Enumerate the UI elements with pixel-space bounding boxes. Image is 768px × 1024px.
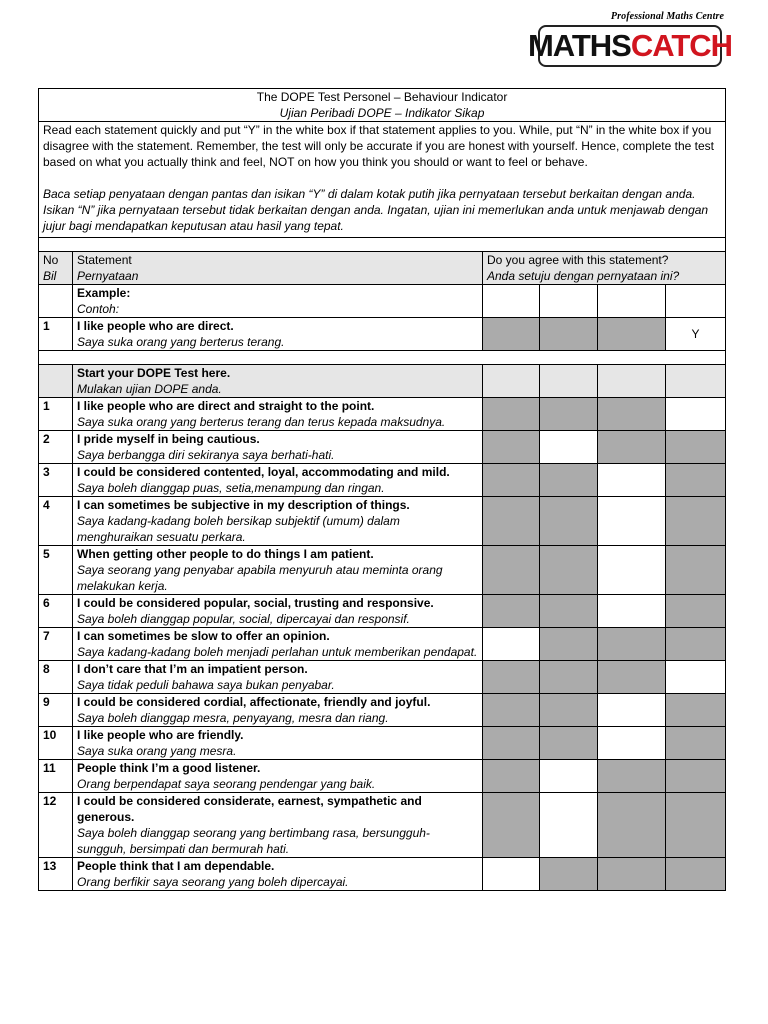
shaded-box	[540, 464, 598, 497]
statement-ms: Saya boleh dianggap mesra, penyayang, mesra dan riang.	[77, 711, 389, 725]
example-shaded-box	[540, 318, 598, 351]
statement-en: I like people who are friendly.	[77, 728, 244, 742]
logo-wordmark	[527, 25, 733, 67]
logo-maths-text: MATHS	[527, 28, 631, 63]
statement-no: 12	[39, 793, 73, 858]
statement-en: I can sometimes be slow to offer an opinion.	[77, 629, 330, 643]
shaded-box	[666, 628, 726, 661]
instructions-ms: Baca setiap penyataan dengan pantas dan isikan “Y” di dalam kotak putih jika pernyataan tersebut berkaitan dengan anda. Isikan “N” jika pernyataan tersebut tidak berkaitan dengan anda. Ingatan, ujian ini memerlukan anda untuk menjawab dengan jujur bagi mendapatkan keputusan atau hasil yang tepat.	[43, 187, 709, 233]
example-statement-en: I like people who are direct.	[77, 319, 234, 333]
instructions-cell	[39, 122, 726, 238]
shaded-box	[666, 858, 726, 891]
instructions-en: Read each statement quickly and put “Y” in the white box if that statement applies to you. While, put “N” in the white box if you disagree with the statement. Remember, the test will only be accurate if you are honest with yourself. Hence, complete the test based on what you actually think and feel, NOT on how you think you should or want to feel or behave.	[43, 123, 715, 169]
statement-text	[73, 431, 483, 464]
shaded-box	[666, 694, 726, 727]
statement-text	[73, 727, 483, 760]
logo-catch-text: CATCH	[630, 28, 733, 63]
shaded-box	[483, 661, 540, 694]
answer-box[interactable]	[598, 595, 666, 628]
statement-text	[73, 628, 483, 661]
answer-box[interactable]	[540, 431, 598, 464]
statement-ms: Saya boleh dianggap seorang yang bertimbang rasa, bersungguh-sungguh, bersimpati dan bermurah hati.	[77, 826, 430, 856]
statement-row	[39, 546, 726, 595]
statement-row	[39, 858, 726, 891]
shaded-box	[666, 546, 726, 595]
statement-text	[73, 793, 483, 858]
shaded-box	[666, 431, 726, 464]
statement-row	[39, 595, 726, 628]
shaded-box	[540, 694, 598, 727]
header-row	[39, 252, 726, 285]
shaded-box	[483, 727, 540, 760]
shaded-box	[540, 546, 598, 595]
statement-row	[39, 497, 726, 546]
statement-ms: Saya suka orang yang mesra.	[77, 744, 237, 758]
instructions-row	[39, 122, 726, 238]
shaded-box	[483, 497, 540, 546]
statement-row	[39, 760, 726, 793]
statement-row	[39, 793, 726, 858]
shaded-box	[540, 661, 598, 694]
statement-text	[73, 760, 483, 793]
shaded-box	[598, 661, 666, 694]
header-statement	[73, 252, 483, 285]
statement-text	[73, 858, 483, 891]
logo-tagline: Professional Maths Centre	[610, 11, 724, 22]
statement-text	[73, 694, 483, 727]
statement-row	[39, 398, 726, 431]
shaded-box	[666, 727, 726, 760]
statement-en: I could be considered cordial, affectionate, friendly and joyful.	[77, 695, 431, 709]
statement-row	[39, 661, 726, 694]
shaded-box	[598, 398, 666, 431]
statement-ms: Saya seorang yang penyabar apabila menyuruh atau meminta orang melakukan kerja.	[77, 563, 443, 593]
statement-en: I could be considered contented, loyal, accommodating and mild.	[77, 465, 450, 479]
statement-en: People think that I am dependable.	[77, 859, 275, 873]
statement-ms: Saya tidak peduli bahawa saya bukan penyabar.	[77, 678, 335, 692]
statement-ms: Saya boleh dianggap puas, setia,menampung dan ringan.	[77, 481, 385, 495]
statement-no: 5	[39, 546, 73, 595]
shaded-box	[483, 694, 540, 727]
shaded-box	[666, 497, 726, 546]
header-no-ms: Bil	[43, 269, 57, 283]
statement-text	[73, 464, 483, 497]
statement-row	[39, 628, 726, 661]
shaded-box	[483, 398, 540, 431]
start-label-en: Start your DOPE Test here.	[77, 366, 231, 380]
statement-no: 10	[39, 727, 73, 760]
answer-box[interactable]	[540, 760, 598, 793]
answer-box[interactable]	[666, 661, 726, 694]
statement-no: 6	[39, 595, 73, 628]
statement-ms: Saya kadang-kadang boleh menjadi perlahan untuk memberikan pendapat.	[77, 645, 478, 659]
start-label-ms: Mulakan ujian DOPE anda.	[77, 382, 222, 396]
spacer-row	[39, 238, 726, 252]
start-row	[39, 365, 726, 398]
statement-ms: Saya berbangga diri sekiranya saya berhati-hati.	[77, 448, 335, 462]
answer-box[interactable]	[598, 694, 666, 727]
shaded-box	[483, 760, 540, 793]
shaded-box	[483, 546, 540, 595]
statement-no: 3	[39, 464, 73, 497]
answer-box[interactable]	[598, 497, 666, 546]
header-agree	[483, 252, 726, 285]
example-shaded-box	[483, 318, 540, 351]
logo	[527, 10, 733, 74]
example-label-ms: Contoh:	[77, 302, 120, 316]
statement-en: I can sometimes be subjective in my description of things.	[77, 498, 410, 512]
example-label-row	[39, 285, 726, 318]
spacer-row	[39, 351, 726, 365]
shaded-box	[540, 497, 598, 546]
shaded-box	[483, 431, 540, 464]
statement-row	[39, 727, 726, 760]
statement-row	[39, 431, 726, 464]
shaded-box	[483, 793, 540, 858]
answer-box[interactable]	[598, 727, 666, 760]
header-agree-ms: Anda setuju dengan pernyataan ini?	[487, 269, 680, 283]
statement-row	[39, 694, 726, 727]
statement-no: 13	[39, 858, 73, 891]
start-label	[73, 365, 483, 398]
dope-test-table	[38, 88, 726, 891]
title-cell	[39, 89, 726, 122]
page-title-ms: Ujian Peribadi DOPE – Indikator Sikap	[279, 106, 485, 120]
shaded-box	[598, 431, 666, 464]
statement-ms: Orang berpendapat saya seorang pendengar yang baik.	[77, 777, 376, 791]
statement-text	[73, 398, 483, 431]
example-no: 1	[39, 318, 73, 351]
header-no	[39, 252, 73, 285]
answer-box[interactable]	[483, 858, 540, 891]
example-statement	[73, 318, 483, 351]
answer-box[interactable]	[483, 628, 540, 661]
title-row	[39, 89, 726, 122]
statement-row	[39, 464, 726, 497]
statement-en: People think I’m a good listener.	[77, 761, 261, 775]
statement-text	[73, 661, 483, 694]
example-row	[39, 318, 726, 351]
statement-en: I could be considered considerate, earnest, sympathetic and generous.	[77, 794, 422, 824]
shaded-box	[483, 464, 540, 497]
statement-no: 4	[39, 497, 73, 546]
statement-ms: Orang berfikir saya seorang yang boleh dipercayai.	[77, 875, 349, 889]
statement-no: 7	[39, 628, 73, 661]
example-label	[73, 285, 483, 318]
shaded-box	[540, 595, 598, 628]
answer-box[interactable]	[598, 464, 666, 497]
shaded-box	[666, 760, 726, 793]
shaded-box	[540, 727, 598, 760]
header-statement-ms: Pernyataan	[77, 269, 139, 283]
statement-no: 9	[39, 694, 73, 727]
shaded-box	[598, 760, 666, 793]
shaded-box	[540, 858, 598, 891]
answer-box[interactable]	[540, 793, 598, 858]
statement-en: I don’t care that I’m an impatient person.	[77, 662, 308, 676]
example-statement-ms: Saya suka orang yang berterus terang.	[77, 335, 285, 349]
statement-ms: Saya boleh dianggap popular, social, dipercayai dan responsif.	[77, 612, 410, 626]
page-title: The DOPE Test Personel – Behaviour Indicator	[256, 90, 508, 104]
example-label-en: Example:	[77, 286, 131, 300]
statement-no: 2	[39, 431, 73, 464]
shaded-box	[666, 464, 726, 497]
header-statement-en: Statement	[77, 253, 132, 267]
statement-no: 8	[39, 661, 73, 694]
statement-text	[73, 497, 483, 546]
shaded-box	[540, 628, 598, 661]
shaded-box	[666, 595, 726, 628]
statement-en: I pride myself in being cautious.	[77, 432, 260, 446]
statement-no: 11	[39, 760, 73, 793]
shaded-box	[598, 628, 666, 661]
header-agree-en: Do you agree with this statement?	[487, 253, 669, 267]
statement-ms: Saya kadang-kadang boleh bersikap subjektif (umum) dalam menghuraikan sesuatu perkara.	[77, 514, 400, 544]
statement-no: 1	[39, 398, 73, 431]
statement-en: When getting other people to do things I am patient.	[77, 547, 374, 561]
example-answer-box: Y	[666, 318, 726, 351]
statement-ms: Saya suka orang yang berterus terang dan terus kepada maksudnya.	[77, 415, 446, 429]
answer-box[interactable]	[598, 546, 666, 595]
statement-en: I could be considered popular, social, trusting and responsive.	[77, 596, 434, 610]
header-no-en: No	[43, 253, 59, 267]
shaded-box	[598, 793, 666, 858]
statement-text	[73, 595, 483, 628]
shaded-box	[598, 858, 666, 891]
example-shaded-box	[598, 318, 666, 351]
statement-en: I like people who are direct and straight to the point.	[77, 399, 375, 413]
shaded-box	[483, 595, 540, 628]
shaded-box	[540, 398, 598, 431]
answer-box[interactable]	[666, 398, 726, 431]
statement-text	[73, 546, 483, 595]
shaded-box	[666, 793, 726, 858]
